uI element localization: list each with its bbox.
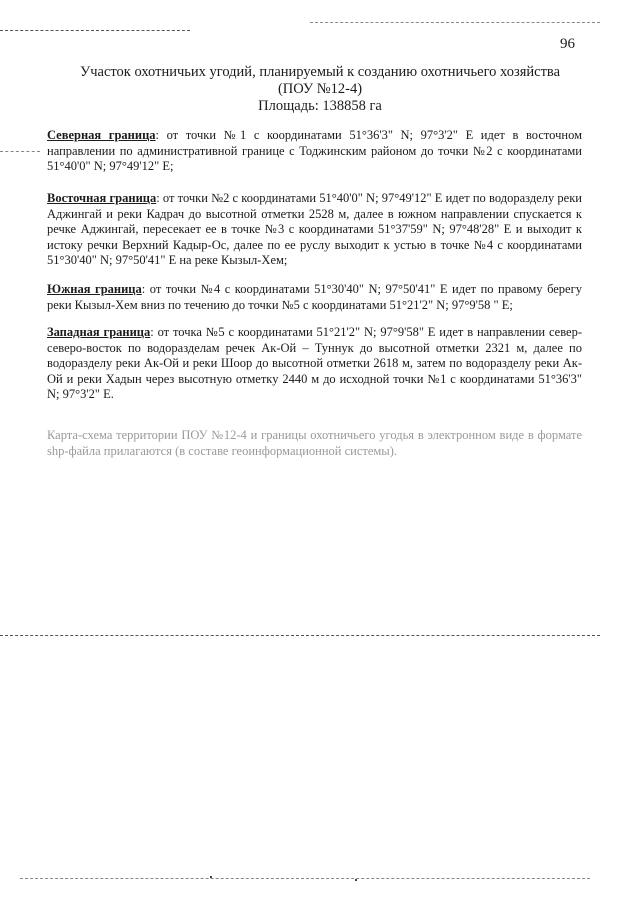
- north-boundary-text: : от точки №1 с координатами 51°36'3" N; 97°3'2" E идет в восточном направлении по административной границе с Тоджинским районом до точки №2 с координатами 51°40'0" N; 97°49'12" E;: [47, 128, 582, 174]
- scan-artifact-margin: [0, 151, 40, 152]
- scan-speck: [355, 879, 357, 881]
- south-boundary-text: : от точки №4 с координатами 51°30'40" N; 97°50'41" E идет по правому берегу реки Кызыл-Хем вниз по течению до точки №5 с координатами 51°21'2" N; 97°9'58 " E;: [47, 282, 582, 312]
- scan-artifact-top-right: [310, 22, 600, 23]
- scan-speck: [210, 876, 212, 878]
- west-boundary-heading: Западная граница: [47, 325, 151, 339]
- page-number: 96: [560, 36, 575, 52]
- east-boundary-heading: Восточная граница: [47, 191, 157, 205]
- south-boundary-heading: Южная граница: [47, 282, 142, 296]
- north-boundary-heading: Северная граница: [47, 128, 156, 142]
- attachment-note: Карта-схема территории ПОУ №12-4 и границы охотничьего угодья в электронном виде в формате shp-файла прилагаются (в составе геоинформационной системы).: [47, 428, 582, 458]
- west-boundary-text: : от точка №5 с координатами 51°21'2" N; 97°9'58" E идет в направлении север-северо-восток по водоразделам речек Ак-Ой – Туннук до высотной отметки 2321 м, далее по водоразделу реки Ак-Ой и реки Шоор до высотной отметки 2618 м, затем по водоразделу реки Ак-Ой и реки Хадын через высотную отметку 2440 м до исходной точки №1 с координатами 51°36'3" N; 97°3'2" E.: [47, 325, 582, 402]
- title-area-line: Площадь: 138858 га: [258, 98, 382, 114]
- north-boundary-paragraph: [47, 128, 582, 175]
- title-line-2: (ПОУ №12-4): [277, 81, 363, 97]
- west-boundary-paragraph: [47, 325, 582, 403]
- south-boundary-paragraph: [47, 282, 582, 313]
- scan-artifact-top-left: [0, 30, 190, 31]
- title-line-1: Участок охотничьих угодий, планируемый к созданию охотничьего хозяйства: [79, 64, 561, 80]
- scan-artifact-middle: [0, 635, 600, 636]
- east-boundary-paragraph: [47, 191, 582, 269]
- document-title: [40, 64, 600, 115]
- east-boundary-text: : от точки №2 с координатами 51°40'0" N; 97°49'12" E идет по водоразделу реки Аджингай и реки Кадрач до высотной отметки 2528 м, далее в южном направлении спускается к речке Аджингай, пересекает ее в точке №3 с координатами 51°37'59" N; 97°48'28" E и выходит к истоку речки Верхний Кадыр-Ос, далее по ее руслу выходит к устью в точке №4 с координатами 51°30'40" N; 97°50'41" E на реке Кызыл-Хем;: [47, 191, 582, 268]
- scan-artifact-bottom: [20, 878, 590, 879]
